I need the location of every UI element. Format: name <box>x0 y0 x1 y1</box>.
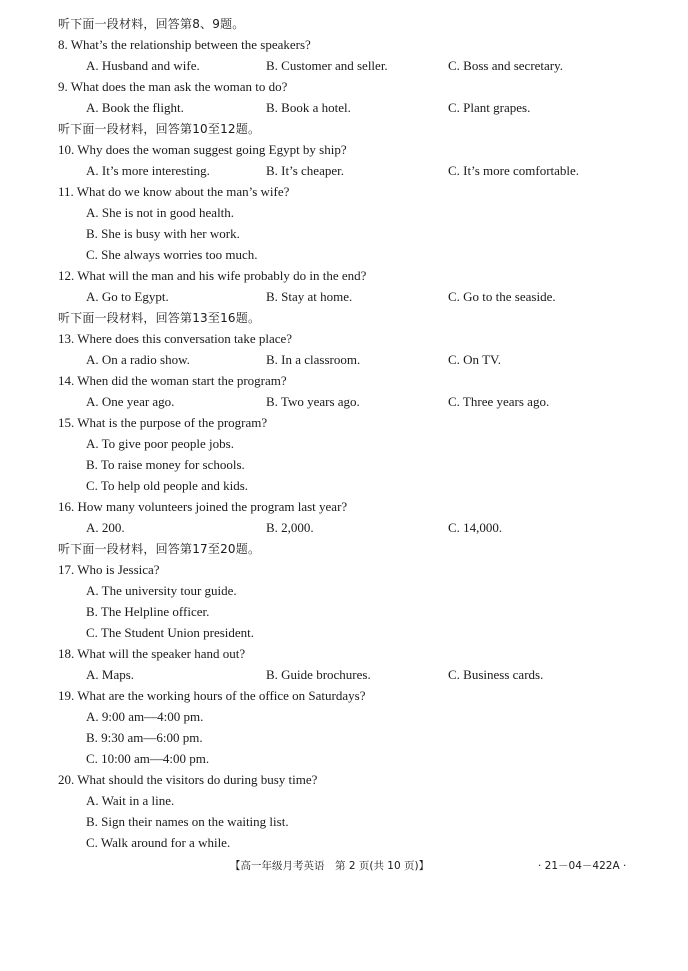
question-8: 8. What’s the relationship between the speakers? <box>58 37 311 52</box>
option-17a: A. The university tour guide. <box>86 583 237 598</box>
question-16: 16. How many volunteers joined the program last year? <box>58 499 348 514</box>
question-15: 15. What is the purpose of the program? <box>58 415 268 430</box>
question-13: 13. Where does this conversation take place? <box>58 331 293 346</box>
option-14c: C. Three years ago. <box>448 394 550 409</box>
option-9a: A. Book the flight. <box>86 100 184 115</box>
question-18: 18. What will the speaker hand out? <box>58 646 246 661</box>
section-heading: 听下面一段材料，回答第17至20题。 <box>58 542 261 556</box>
question-12: 12. What will the man and his wife probably do in the end? <box>58 268 367 283</box>
option-10b: B. It’s cheaper. <box>266 163 344 178</box>
option-13b: B. In a classroom. <box>266 352 361 367</box>
option-15b: B. To raise money for schools. <box>86 457 245 472</box>
option-17b: B. The Helpline officer. <box>86 604 210 619</box>
option-15c: C. To help old people and kids. <box>86 478 249 493</box>
option-8a: A. Husband and wife. <box>86 58 200 73</box>
question-20: 20. What should the visitors do during busy time? <box>58 772 318 787</box>
option-14a: A. One year ago. <box>86 394 175 409</box>
question-17: 17. Who is Jessica? <box>58 562 160 577</box>
section-heading: 听下面一段材料，回答第8、9题。 <box>58 17 245 31</box>
option-18a: A. Maps. <box>86 667 135 682</box>
option-20b: B. Sign their names on the waiting list. <box>86 814 289 829</box>
option-12b: B. Stay at home. <box>266 289 353 304</box>
option-14b: B. Two years ago. <box>266 394 360 409</box>
question-19: 19. What are the working hours of the office on Saturdays? <box>58 688 366 703</box>
option-9c: C. Plant grapes. <box>448 100 531 115</box>
option-10c: C. It’s more comfortable. <box>448 163 580 178</box>
option-16c: C. 14,000. <box>448 520 503 535</box>
question-14: 14. When did the woman start the program? <box>58 373 287 388</box>
option-8c: C. Boss and secretary. <box>448 58 564 73</box>
option-19a: A. 9:00 am—4:00 pm. <box>86 709 204 724</box>
option-16b: B. 2,000. <box>266 520 314 535</box>
option-16a: A. 200. <box>86 520 125 535</box>
option-19c: C. 10:00 am—4:00 pm. <box>86 751 210 766</box>
exam-code: · 21－04－422A · <box>538 860 627 872</box>
option-10a: A. It’s more interesting. <box>86 163 210 178</box>
option-11a: A. She is not in good health. <box>86 205 235 220</box>
option-12a: A. Go to Egypt. <box>86 289 169 304</box>
option-18c: C. Business cards. <box>448 667 544 682</box>
question-10: 10. Why does the woman suggest going Egypt by ship? <box>58 142 347 157</box>
option-20c: C. Walk around for a while. <box>86 835 231 850</box>
question-9: 9. What does the man ask the woman to do? <box>58 79 288 94</box>
option-20a: A. Wait in a line. <box>86 793 175 808</box>
option-8b: B. Customer and seller. <box>266 58 388 73</box>
section-heading: 听下面一段材料，回答第10至12题。 <box>58 122 261 136</box>
option-12c: C. Go to the seaside. <box>448 289 556 304</box>
page-footer: 【高一年级月考英语 第 2 页(共 10 页)】 <box>230 860 430 872</box>
question-11: 11. What do we know about the man’s wife? <box>58 184 290 199</box>
option-9b: B. Book a hotel. <box>266 100 351 115</box>
option-13a: A. On a radio show. <box>86 352 190 367</box>
option-11c: C. She always worries too much. <box>86 247 258 262</box>
section-heading: 听下面一段材料，回答第13至16题。 <box>58 311 261 325</box>
option-13c: C. On TV. <box>448 352 501 367</box>
option-15a: A. To give poor people jobs. <box>86 436 234 451</box>
option-18b: B. Guide brochures. <box>266 667 371 682</box>
option-17c: C. The Student Union president. <box>86 625 255 640</box>
option-11b: B. She is busy with her work. <box>86 226 240 241</box>
option-19b: B. 9:30 am—6:00 pm. <box>86 730 203 745</box>
